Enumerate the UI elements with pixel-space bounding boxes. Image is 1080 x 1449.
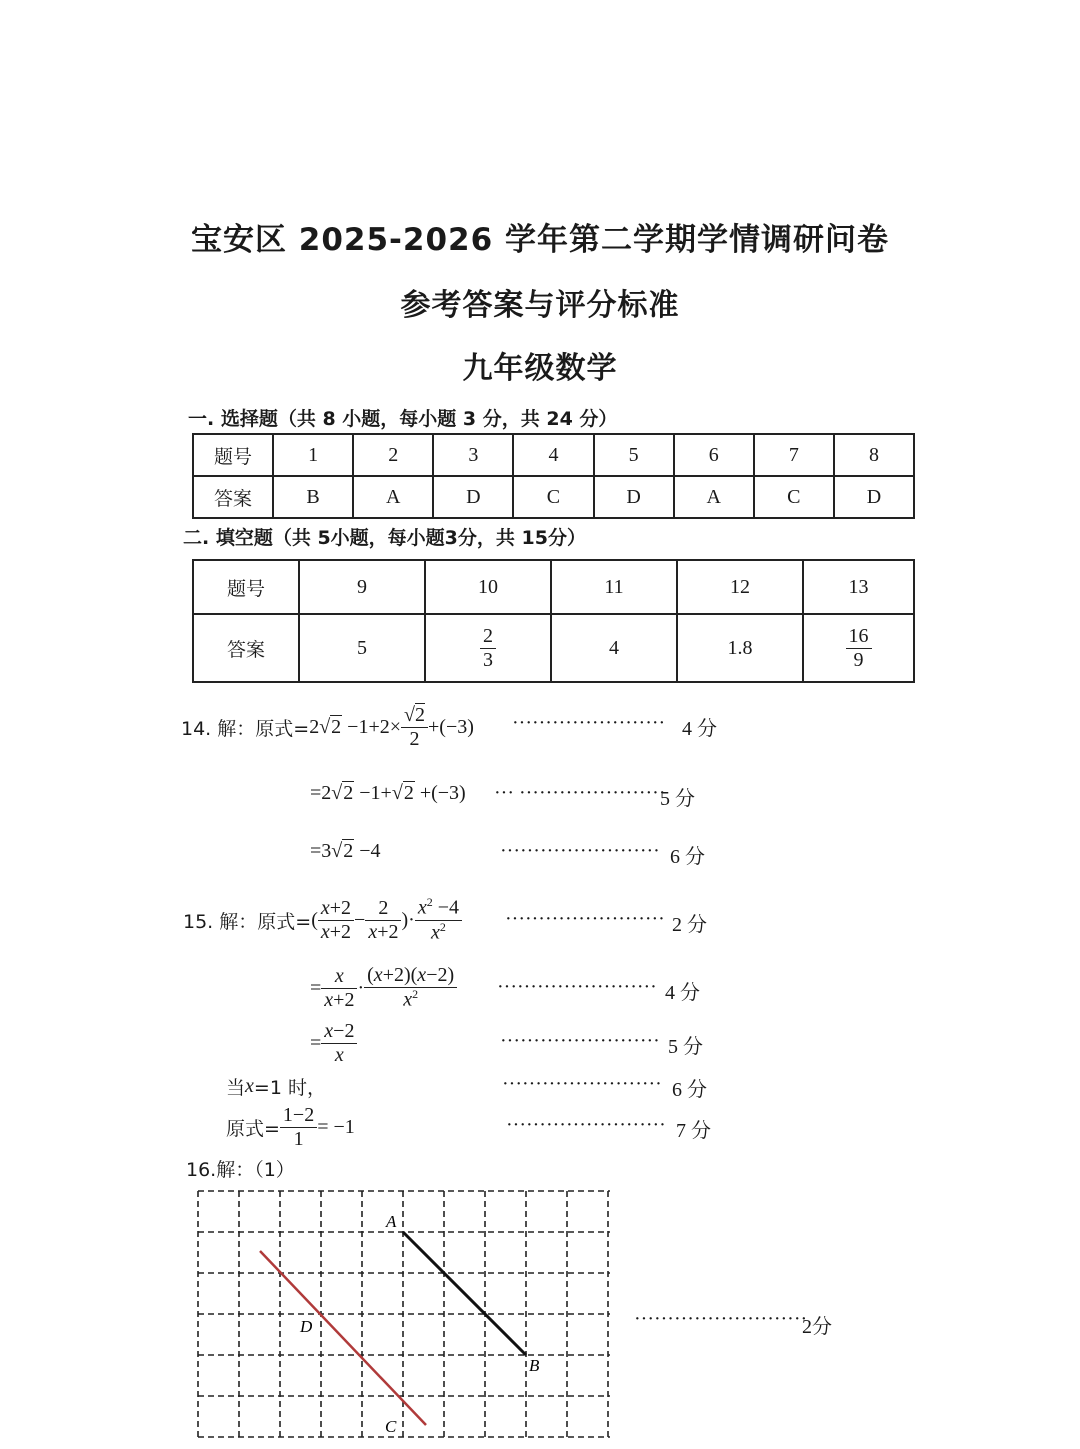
point-c-label: C <box>385 1417 397 1436</box>
question-number: 4 <box>513 434 593 476</box>
section1-heading: 一. 选择题（共 8 小题，每小题 3 分，共 24 分） <box>188 408 618 430</box>
q15-dots1: ························ <box>505 908 665 930</box>
section2-heading: 二. 填空题（共 5小题，每小题3分，共 15分） <box>183 527 586 549</box>
answer-cell: D <box>594 476 674 518</box>
q16-label: 16.解：（1） <box>186 1159 295 1181</box>
q15-step2: = $\frac{x}{x+2}$ · $\frac{(x+2)(x-2)}{x^2}$ <box>310 962 457 1014</box>
q14-dots3: ························ <box>500 840 660 862</box>
question-number: 9 <box>299 560 425 614</box>
grid-figure <box>192 1185 617 1445</box>
q15-score4: 6 分 <box>672 1079 707 1101</box>
q15-score1: 2 分 <box>672 914 707 936</box>
q14-score1: 4 分 <box>682 718 717 740</box>
q15-dots2: ························ <box>497 976 657 998</box>
answer-cell: D <box>433 476 513 518</box>
q15-label: 15. 解：原式= <box>183 910 312 933</box>
answer-cell: A <box>353 476 433 518</box>
q15-step1: 15. 解：原式= ( $\frac{x+2}{x+2}$ − $\frac{2}{x+2}$ )· $\frac{x^2 -4}{x^2}$ <box>183 894 462 946</box>
question-number: 13 <box>803 560 914 614</box>
answer-cell: B <box>273 476 353 518</box>
answer-cell: 4 <box>551 614 677 682</box>
row-label-answer: 答案 <box>193 614 299 682</box>
q15-dots5: ························ <box>506 1114 666 1136</box>
question-number: 6 <box>674 434 754 476</box>
answer-cell-fraction <box>425 614 551 682</box>
answer-cell: C <box>754 476 834 518</box>
q16-dots1: ·························· <box>634 1308 808 1330</box>
row-label-answer: 答案 <box>193 476 273 518</box>
q14-score2: 5 分 <box>660 788 695 810</box>
point-d-label: D <box>300 1317 313 1336</box>
question-number: 1 <box>273 434 353 476</box>
fraction: $\frac{2}{3}$ <box>480 625 496 672</box>
q15-when: 当 x =1 时， <box>226 1075 326 1099</box>
answer-cell: 5 <box>299 614 425 682</box>
q14-step2: =2√2 −1+√2 +(−3) <box>310 782 466 804</box>
fraction: $\frac{16}{9}$ <box>846 625 872 672</box>
answer-cell: C <box>513 476 593 518</box>
question-row <box>193 560 914 614</box>
answer-row <box>193 476 914 518</box>
question-number: 7 <box>754 434 834 476</box>
question-number: 11 <box>551 560 677 614</box>
doc-subtitle: 参考答案与评分标准 <box>400 288 680 323</box>
question-number: 5 <box>594 434 674 476</box>
answer-row <box>193 614 914 682</box>
q14-step1: 14. 解：原式= 2√2 −1+2× $\frac{√2}{2}$ +(−3) <box>181 703 474 750</box>
q14-dots1: ······················· <box>512 712 666 734</box>
question-number: 3 <box>433 434 513 476</box>
question-number: 2 <box>353 434 433 476</box>
point-b-label: B <box>529 1356 540 1375</box>
q15-dots3: ························ <box>500 1030 660 1052</box>
q15-score3: 5 分 <box>668 1036 703 1058</box>
answer-cell: D <box>834 476 914 518</box>
question-row <box>193 434 914 476</box>
doc-title: 宝安区 2025-2026 学年第二学期学情调研问卷 <box>190 222 889 258</box>
answer-cell-fraction <box>803 614 914 682</box>
segment-cd <box>260 1251 426 1425</box>
q15-score2: 4 分 <box>665 982 700 1004</box>
q15-dots4: ························ <box>502 1073 662 1095</box>
question-number: 8 <box>834 434 914 476</box>
point-a-label: A <box>386 1212 397 1231</box>
question-number: 10 <box>425 560 551 614</box>
q14-dots2: ··· ······················ <box>494 782 666 804</box>
q14-step3: =3√2 −4 <box>310 840 381 862</box>
row-label-question: 题号 <box>193 560 299 614</box>
choice-answer-table <box>192 433 915 519</box>
q14-label: 14. 解：原式= <box>181 717 310 740</box>
segment-ab <box>403 1232 526 1355</box>
fill-answer-table <box>192 559 915 683</box>
q16-score1: 2分 <box>802 1316 832 1338</box>
dashed-grid <box>198 1191 610 1437</box>
question-number: 12 <box>677 560 803 614</box>
answer-cell: 1.8 <box>677 614 803 682</box>
q15-score5: 7 分 <box>676 1120 711 1142</box>
q15-result: 原式= $\frac{1-2}{1}$ = −1 <box>226 1103 355 1150</box>
answer-cell: A <box>674 476 754 518</box>
doc-subject: 九年级数学 <box>462 351 618 386</box>
q15-step3: = $\frac{x-2}{x}$ <box>310 1018 357 1068</box>
row-label-question: 题号 <box>193 434 273 476</box>
q14-score3: 6 分 <box>670 846 705 868</box>
